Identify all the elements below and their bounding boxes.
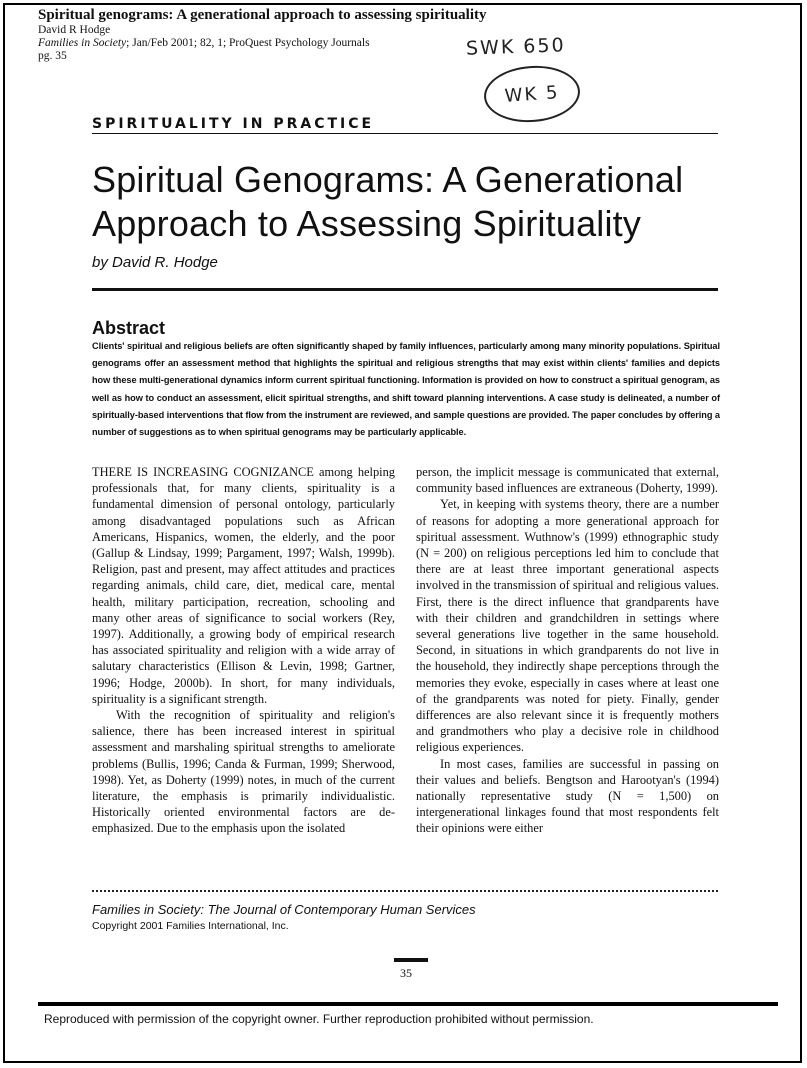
body-paragraph: With the recognition of spirituality and religion's salience, there has been increased interest in spiritual assessment and marshaling spiritual strengths to ameliorate problems (Bullis, 1996; Canda & Furman, 1999; Sherwood, 1998). Yet, as Doherty (1999) notes, in much of the current literature, the emphasis is primarily individualistic. Historically oriented environmental factors are de-emphasized. Due to the emphasis upon the isolated	[92, 708, 395, 836]
footer-journal: Families in Society: The Journal of Contemporary Human Services	[92, 902, 476, 917]
section-label: SPIRITUALITY IN PRACTICE	[92, 116, 375, 132]
header-journal-name: Families in Society	[38, 37, 127, 49]
abstract-text: Clients' spiritual and religious beliefs are often significantly shaped by family influences, particularly among many minority populations. Spiritual genograms offer an assessment method that highlights the spiritual and religious strengths that may exist within clients' families and depicts how these multi-generational dynamics inform current spiritual functioning. Information is provided on how to construct a spiritual genogram, as well as how to conduct an assessment, elicit spiritual strengths, and shift toward planning interventions. A case study is delineated, a number of spiritually-based interventions that flow from the instrument are reviewed, and sample questions are provided. The paper concludes by offering a number of suggestions as to when spiritual genograms may be particularly applicable.	[92, 341, 720, 438]
header-article-title: Spiritual genograms: A generational approach to assessing spirituality	[38, 7, 487, 23]
page-number: 35	[400, 966, 412, 980]
header-author: David R Hodge	[38, 24, 111, 36]
header-page: pg. 35	[38, 50, 67, 62]
footer-copyright: Copyright 2001 Families International, Inc.	[92, 920, 289, 932]
reproduction-notice: Reproduced with permission of the copyright owner. Further reproduction prohibited without permission.	[44, 1012, 594, 1026]
abstract-heading: Abstract	[92, 318, 166, 338]
body-paragraph: Yet, in keeping with systems theory, there are a number of reasons for adopting a more generational approach for spiritual assessment. Wuthnow's (1999) ethnographic study (N = 200) on religious perceptions led him to conclude that there are at least three important generational aspects involved in the transmission of spiritual and religious values. First, there is the direct influence that grandparents have with their children and grandchildren in settings where several generations live together in the same household. Second, in situations in which grandparents do not live in the household, they indirectly shape perceptions through the memories they evoke, especially in cases where at least one of the grandparents was noted for piety. Finally, gender differences are also relevant since it is frequently mothers and grandmothers who play a decisive role in childhood religious experiences.	[416, 497, 719, 755]
handwritten-course-code: SWK 650	[465, 34, 566, 60]
body-paragraph: THERE IS INCREASING COGNIZANCE among helping professionals that, for many clients, spirituality is a fundamental dimension of personal ontology, particularly among disadvantaged populations such as African Americans, Hispanics, women, the elderly, and the poor (Gallup & Lindsay, 1999; Pargament, 1997; Walsh, 1999b). Religion, past and present, may affect attitudes and practices regarding animals, child care, diet, medical care, mental health, military participation, recreation, schooling and many other areas of significance to social workers (Rey, 1997). Additionally, a growing body of empirical research has associated spirituality and religion with a wide array of salutary characteristics (Ellison & Levin, 1998; Gartner, 1996; Hodge, 2000b). In short, for many individuals, spirituality is a significant strength.	[92, 465, 395, 706]
body-paragraph: person, the implicit message is communicated that external, community based influences are extraneous (Doherty, 1999).	[416, 465, 719, 496]
title-rule	[92, 288, 718, 291]
page-number-mark	[394, 958, 428, 962]
body-column-left	[92, 464, 395, 837]
header-citation-details: ; Jan/Feb 2001; 82, 1; ProQuest Psychology Journals	[126, 37, 370, 49]
footer-dotted-rule	[92, 890, 718, 892]
handwritten-week: WK 5	[503, 81, 561, 107]
body-column-right	[416, 464, 719, 837]
article-title: Spiritual Genograms: A Generational Approach to Assessing Spirituality	[92, 159, 684, 244]
bottom-rule	[38, 1002, 778, 1006]
section-rule	[92, 133, 718, 134]
article-byline: by David R. Hodge	[92, 254, 218, 271]
body-paragraph: In most cases, families are successful in passing on their values and beliefs. Bengtson and Harootyan's (1994) nationally representative study (N = 1,500) on intergenerational linkages found that most respondents felt their opinions were either	[416, 756, 719, 836]
